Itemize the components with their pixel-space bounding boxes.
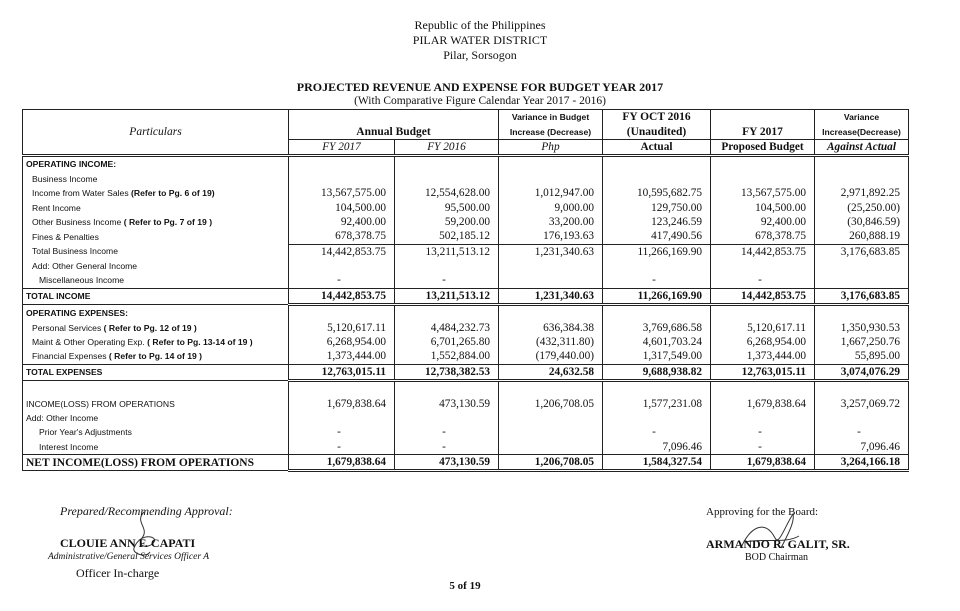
row-value: - [603,425,711,439]
row-value [815,381,909,397]
unaudited-header: (Unaudited) [603,124,711,139]
row-value [499,305,603,321]
table-row [23,244,909,259]
approver-position: BOD Chairman [745,552,809,563]
row-value: 473,130.59 [395,454,499,470]
row-value: 13,567,575.00 [711,186,815,200]
row-value [815,411,909,425]
row-value: 1,373,444.00 [289,349,395,364]
row-value: 123,246.59 [603,215,711,229]
row-label: Total Business Income [32,246,118,257]
row-value: - [711,425,815,439]
row-label-cell [23,229,289,244]
header-row-2 [23,124,909,139]
row-value [499,381,603,397]
row-value [499,273,603,288]
row-value: 417,490.56 [603,229,711,244]
row-label-cell [23,288,289,304]
row-value: 1,231,340.63 [499,288,603,304]
row-label: Other Business Income [32,216,122,227]
row-value: 1,679,838.64 [711,454,815,470]
row-value: 176,193.63 [499,229,603,244]
row-value [289,156,395,172]
row-value [603,305,711,321]
row-value: 1,679,838.64 [289,454,395,470]
row-value: 3,176,683.85 [815,288,909,304]
row-value [815,156,909,172]
row-value: 1,679,838.64 [711,396,815,410]
table-row [23,411,909,425]
row-value [395,156,499,172]
row-value [289,172,395,186]
row-value: 1,679,838.64 [289,396,395,410]
row-value [603,381,711,397]
table-row [23,335,909,349]
budget-table-body [23,156,909,471]
row-label-cell [23,411,289,425]
row-value: 1,206,708.05 [499,396,603,410]
row-label: TOTAL INCOME [26,291,91,302]
row-value: (432,311.80) [499,335,603,349]
row-value: 1,552,884.00 [395,349,499,364]
particulars-header: Particulars [129,125,182,138]
row-value: 14,442,853.75 [289,288,395,304]
table-row [23,396,909,410]
row-value: 678,378.75 [711,229,815,244]
row-value: 1,584,327.54 [603,454,711,470]
row-value: 14,442,853.75 [289,244,395,259]
row-label-cell [23,200,289,214]
row-value: 14,442,853.75 [711,288,815,304]
row-value [603,172,711,186]
row-value: (30,846.59) [815,215,909,229]
report-subtitle: (With Comparative Figure Calendar Year 2017 - 2016) [354,95,606,107]
table-row [23,273,909,288]
row-value: 1,350,930.53 [815,320,909,334]
row-value: 1,577,231.08 [603,396,711,410]
approver-name: ARMANDO R. GALIT, SR. [706,537,850,551]
row-value: 104,500.00 [711,200,815,214]
row-value: 260,888.19 [815,229,909,244]
row-label-cell [23,259,289,273]
row-value: - [395,273,499,288]
row-label: OPERATING INCOME: [26,159,117,170]
row-label-cell [23,349,289,364]
row-value: 13,211,513.12 [395,288,499,304]
row-value [815,259,909,273]
row-label: Personal Services [32,322,102,333]
row-value: - [289,440,395,455]
row-value: 1,317,549.00 [603,349,711,364]
proposed-col-header: Proposed Budget [711,139,815,155]
row-value [499,411,603,425]
row-value [711,156,815,172]
row-value: 9,688,938.82 [603,364,711,380]
header-row-3 [23,139,909,155]
increase-decrease-header: Increase (Decrease) [499,124,603,139]
row-label: OPERATING EXPENSES: [26,307,129,318]
table-row [23,425,909,439]
table-row [23,172,909,186]
row-label-cell [23,335,289,349]
row-label: Rent Income [32,202,81,213]
row-value: 12,763,015.11 [289,364,395,380]
row-label: Business Income [32,173,98,184]
row-value [289,411,395,425]
row-value: 10,595,682.75 [603,186,711,200]
row-value: 502,185.12 [395,229,499,244]
fy2017-proposed-header: FY 2017 [711,124,815,139]
row-value: 1,667,250.76 [815,335,909,349]
row-value: 12,763,015.11 [711,364,815,380]
row-value [395,411,499,425]
row-label-cell [23,305,289,321]
row-value [289,305,395,321]
row-value: 12,554,628.00 [395,186,499,200]
row-value: - [603,273,711,288]
page-number: 5 of 19 [449,580,481,592]
row-value: 7,096.46 [815,440,909,455]
php-col-header: Php [499,139,603,155]
row-value: 13,567,575.00 [289,186,395,200]
town-heading: Pilar, Sorsogon [443,48,517,62]
row-value [603,259,711,273]
row-label-cell [23,320,289,334]
row-label-cell [23,273,289,288]
row-value: 3,176,683.85 [815,244,909,259]
row-value: 24,632.58 [499,364,603,380]
row-reference: ( Refer to Pg. 13-14 of 19 ) [147,337,253,348]
row-label-cell [23,215,289,229]
variance-header: Variance [815,110,909,125]
row-label-cell [23,186,289,200]
approving-label: Approving for the Board: [706,506,819,518]
row-value: 129,750.00 [603,200,711,214]
row-value: 3,769,686.58 [603,320,711,334]
row-value: 6,268,954.00 [289,335,395,349]
row-value [499,156,603,172]
row-label: Financial Expenses [32,351,107,362]
row-value: 1,231,340.63 [499,244,603,259]
prepared-label: Prepared/Recommending Approval: [60,504,233,518]
row-value: 2,971,892.25 [815,186,909,200]
row-label-cell [23,156,289,172]
row-value: 3,257,069.72 [815,396,909,410]
row-label: INCOME(LOSS) FROM OPERATIONS [26,398,175,409]
budget-table [22,109,909,472]
row-value: 104,500.00 [289,200,395,214]
table-row [23,305,909,321]
row-value: 9,000.00 [499,200,603,214]
row-value: 7,096.46 [603,440,711,455]
report-title: PROJECTED REVENUE AND EXPENSE FOR BUDGET YEAR 2017 [296,80,664,94]
row-value: 3,074,076.29 [815,364,909,380]
row-reference: ( Refer to Pg. 12 of 19 ) [103,322,197,333]
row-reference: ( Refer to Pg. 14 of 19 ) [108,351,203,362]
row-value: 5,120,617.11 [289,320,395,334]
table-row [23,381,909,397]
row-value [289,381,395,397]
row-label-cell [23,244,289,259]
table-row [23,364,909,380]
table-row [23,288,909,304]
row-label: Income from Water Sales [32,188,129,199]
row-value: 33,200.00 [499,215,603,229]
fy2016-col-header: FY 2016 [395,139,499,155]
row-value [499,259,603,273]
row-value: 636,384.38 [499,320,603,334]
row-value: (25,250.00) [815,200,909,214]
row-value [395,259,499,273]
row-label-cell [23,172,289,186]
preparer-name: CLOUIE ANN F. CAPATI [60,536,196,550]
row-label-cell [23,425,289,439]
row-value: (179,440.00) [499,349,603,364]
row-value [711,411,815,425]
row-value [711,381,815,397]
row-label: NET INCOME(LOSS) FROM OPERATIONS [26,456,255,469]
row-value [289,259,395,273]
row-value: 12,738,382.53 [395,364,499,380]
row-value: 92,400.00 [711,215,815,229]
row-value [395,381,499,397]
republic-heading: Republic of the Philippines [414,18,546,32]
variance-budget-header: Variance in Budget [499,110,603,125]
table-row [23,156,909,172]
row-value [499,425,603,439]
row-value [395,305,499,321]
table-row [23,454,909,470]
row-value: 6,701,265.80 [395,335,499,349]
actual-col-header: Actual [603,139,711,155]
row-value [395,172,499,186]
row-label: Miscellaneous Income [39,275,125,286]
row-label-cell [23,440,289,455]
variance-increase-header: Increase(Decrease) [815,124,909,139]
row-value: 473,130.59 [395,396,499,410]
table-row [23,320,909,334]
row-value: 6,268,954.00 [711,335,815,349]
table-row [23,259,909,273]
row-value [603,411,711,425]
row-value: 5,120,617.11 [711,320,815,334]
fy2017-col-header: FY 2017 [289,139,395,155]
against-actual-col-header: Against Actual [815,139,909,155]
table-row [23,215,909,229]
row-value: 13,211,513.12 [395,244,499,259]
row-value: - [395,440,499,455]
row-value: 4,484,232.73 [395,320,499,334]
table-row [23,229,909,244]
row-value [499,440,603,455]
row-value: - [711,273,815,288]
row-label-cell [23,381,289,397]
row-value: - [289,425,395,439]
row-value [711,172,815,186]
row-label: Add: Other Income [26,413,99,423]
row-label: Maint & Other Operating Exp. [32,337,145,348]
row-reference: ( Refer to Pg. 7 of 19 ) [123,216,213,227]
preparer-position: Administrative/General Services Officer A [48,552,210,562]
header-row-1 [23,110,909,125]
table-row [23,440,909,455]
row-value [815,305,909,321]
row-value: 678,378.75 [289,229,395,244]
preparer-role: Officer In-charge [76,566,160,580]
row-value: 95,500.00 [395,200,499,214]
row-value [711,259,815,273]
table-row [23,349,909,364]
annual-budget-header: Annual Budget [289,124,499,139]
row-value: - [815,425,909,439]
row-label-cell [23,396,289,410]
row-reference: (Refer to Pg. 6 of 19) [131,188,215,199]
row-label: Prior Year's Adjustments [39,427,132,438]
row-label: Add: Other General Income [32,261,138,272]
row-value [815,273,909,288]
row-value [815,172,909,186]
table-row [23,186,909,200]
row-value: 55,895.00 [815,349,909,364]
row-value [499,172,603,186]
row-value: 3,264,166.18 [815,454,909,470]
row-label-cell [23,364,289,380]
row-value: 92,400.00 [289,215,395,229]
row-label: TOTAL EXPENSES [26,367,103,378]
row-value: 14,442,853.75 [711,244,815,259]
row-value: - [289,273,395,288]
row-value: 11,266,169.90 [603,244,711,259]
table-row [23,200,909,214]
row-label: Fines & Penalties [32,231,99,242]
row-label: Interest Income [39,441,99,452]
row-value [711,305,815,321]
row-value: 1,373,444.00 [711,349,815,364]
row-value: 1,206,708.05 [499,454,603,470]
row-value: 1,012,947.00 [499,186,603,200]
row-value: - [395,425,499,439]
row-value: 59,200.00 [395,215,499,229]
row-label-cell [23,454,289,470]
row-value [603,156,711,172]
row-value: 11,266,169.90 [603,288,711,304]
fy-oct-header: FY OCT 2016 [603,110,711,125]
row-value: 4,601,703.24 [603,335,711,349]
district-heading: PILAR WATER DISTRICT [412,33,548,47]
row-value: - [711,440,815,455]
